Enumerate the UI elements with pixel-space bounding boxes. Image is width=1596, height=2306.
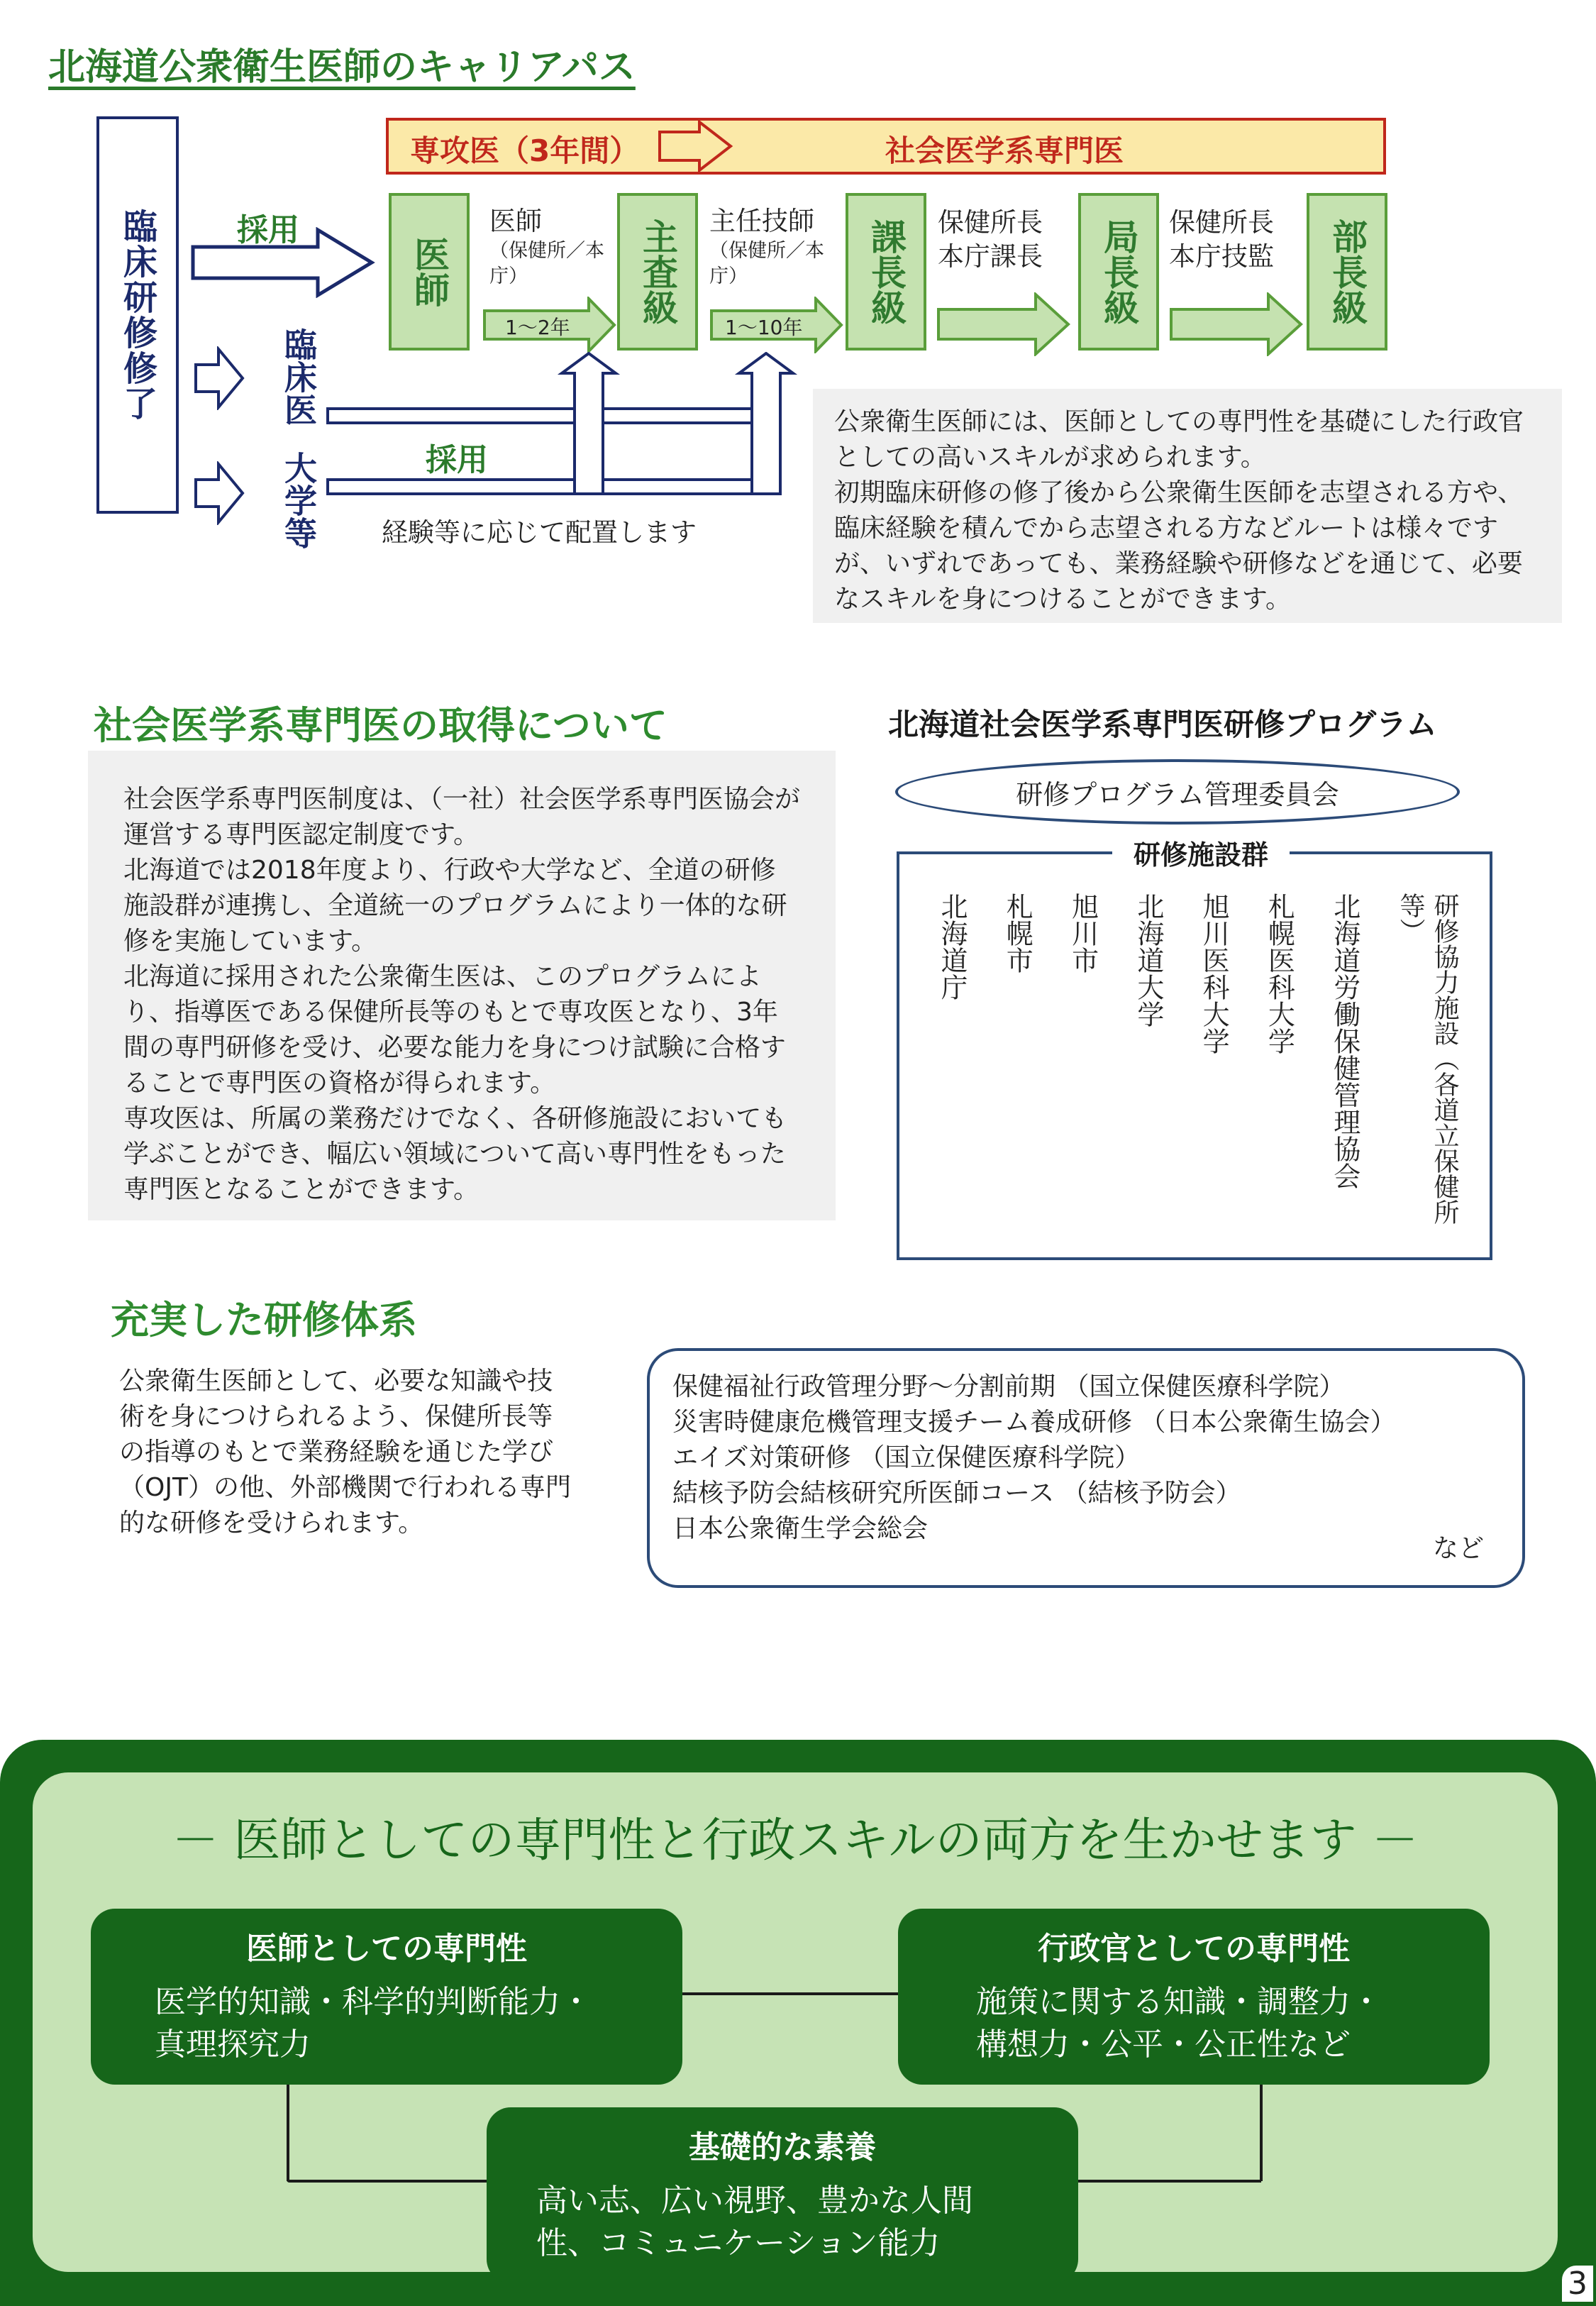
training-item: 日本公衆衛生学会総会 [672,1514,929,1543]
hire-label-bottom: 採用 [426,442,488,478]
card1-title: 医師としての専門性 [246,1931,527,1967]
facility-item: 北海道庁 [936,893,968,1000]
banner-left-label: 専攻医（3年間） [410,133,640,168]
training-item: 結核予防会結核研究所医師コース （結核予防会） [672,1479,1241,1508]
clinical-training-box [96,116,179,514]
specialist-p1: 社会医学系専門医制度は、（一社）社会医学系専門医協会が運営する専門医認定制度です。 [123,785,801,849]
specialist-section-title: 社会医学系専門医の取得について [94,703,667,748]
stage-bureau-chief: 局長級 [1078,193,1159,351]
skills-headline: － 医師としての専門性と行政スキルの両方を生かせます － [172,1813,1419,1868]
committee-ellipse [895,759,1460,824]
role-doctor-text: 医師 （保健所／本庁） [489,206,604,287]
card3-title: 基礎的な素養 [689,2129,876,2166]
facility-item: 札幌市 [1002,893,1033,973]
specialist-banner [386,118,1386,175]
promotion-arrow-3-icon [936,292,1071,356]
stage-chief: 主査級 [617,193,698,351]
years-label-1: 1～2年 [505,316,570,339]
specialist-p3: 北海道に採用された公衆衛生医は、このプログラムにより、指導医である保健所長等のもとで専攻医となり、3年間の専門研修を受け、必要な能力を身につけ試験に合格することで専門医の資格が得られます。 [123,962,786,1098]
placement-note: 経験等に応じて配置します [382,517,697,548]
committee-label: 研修プログラム管理委員会 [1016,778,1339,810]
stage-section-chief: 課長級 [846,193,926,351]
specialist-p4: 専攻医は、所属の業務だけでなく、各研修施設においても学ぶことができ、幅広い領域について高い専門性をもった専門医となることができます。 [123,1104,787,1204]
stage-director: 部長級 [1307,193,1387,351]
medical-expertise-card [91,1909,682,2085]
connector-line [681,1992,929,1995]
facility-item: 北海道労働保健管理協会 [1329,893,1361,1189]
connector-line [1077,2180,1261,2183]
training-list-box [647,1348,1525,1588]
promotion-arrow-4-icon [1169,292,1304,356]
banner-arrow-icon [657,119,735,173]
page-number: 3 [1562,2266,1593,2302]
career-desc-p1: 公衆衛生医師には、医師としての専門性を基礎にした行政官としての高いスキルが求められます。 [834,407,1524,472]
years-label-2: 1～10年 [725,316,803,339]
admin-expertise-card [898,1909,1490,2085]
facility-item: 北海道大学 [1132,893,1164,1027]
connector-line [287,2180,488,2183]
career-desc-p2: 初期臨床研修の修了後から公衆衛生医師を志望される方や、臨床経験を積んでから志望される方などルートは様々ですが、いずれであっても、業務経験や研修などを通じて、必要なスキルを身につけることができます。 [834,478,1524,614]
basic-competency-card [487,2107,1078,2283]
facility-group-title: 研修施設群 [1112,833,1290,872]
training-desc: 公衆衛生医師として、必要な知識や技術を身につけられるよう、保健所長等の指導のもとで業務経験を通じた学び（OJT）の他、外部機関で行われる専門的な研修を受けられます。 [119,1367,571,1538]
university-label: 大学等 [279,451,318,549]
career-description-panel [813,389,1562,623]
card3-body: 高い志、広い視野、豊かな人間性、コミュニケーション能力 [536,2183,973,2261]
page-title: 北海道公衆衛生医師のキャリアパス [48,46,636,89]
connector-line [1260,2070,1263,2181]
banner-right-label: 社会医学系専門医 [885,133,1124,168]
facility-group-box [897,839,1492,1260]
hire-label-top: 採用 [237,212,299,248]
card2-body: 施策に関する知識・調整力・構想力・公平・公正性など [976,1984,1382,2063]
clinical-doctor-label: 臨床医 [279,328,318,426]
program-title: 北海道社会医学系専門医研修プログラム [888,707,1437,743]
training-item: エイズ対策研修 （国立保健医療科学院） [672,1443,1141,1472]
connector-line [287,2070,289,2181]
specialist-p2: 北海道では2018年度より、行政や大学など、全道の研修施設群が連携し、全道統一のプログラムにより一体的な研修を実施しています。 [123,856,787,956]
hire-arrow-top-icon [190,227,376,298]
facility-item: 旭川医科大学 [1198,893,1230,1054]
skills-inner-panel [33,1772,1558,2272]
role-bureau-chief-text: 保健所長 本庁技監 [1169,207,1274,272]
training-section-title: 充実した研修体系 [111,1298,417,1342]
card1-body: 医学的知識・科学的判断能力・真理探究力 [155,1984,592,2063]
training-etc: など [1432,1534,1484,1563]
training-item: 保健福祉行政管理分野～分割前期 （国立保健医療科学院） [672,1372,1345,1401]
stage-doctor: 医師 [389,193,470,351]
role-technician-text: 主任技師 （保健所／本庁） [709,206,824,287]
training-item: 災害時健康危機管理支援チーム養成研修 （日本公衆衛生協会） [672,1408,1396,1437]
facility-item: 札幌医科大学 [1263,893,1295,1054]
arrow-to-clinical-icon [193,346,245,410]
skills-panel [0,1740,1596,2306]
facility-list [935,893,1461,1247]
arrow-to-university-icon [193,461,245,525]
clinical-training-label: 臨床研修修了 [117,209,157,421]
card2-title: 行政官としての専門性 [1038,1931,1350,1967]
role-section-chief-text: 保健所長 本庁課長 [938,207,1043,272]
facility-item: 旭川市 [1067,893,1099,973]
specialist-panel [88,751,836,1220]
facility-item: 研修協力施設（各道立保健所等） [1395,893,1459,1225]
placement-lines-icon [326,352,816,508]
